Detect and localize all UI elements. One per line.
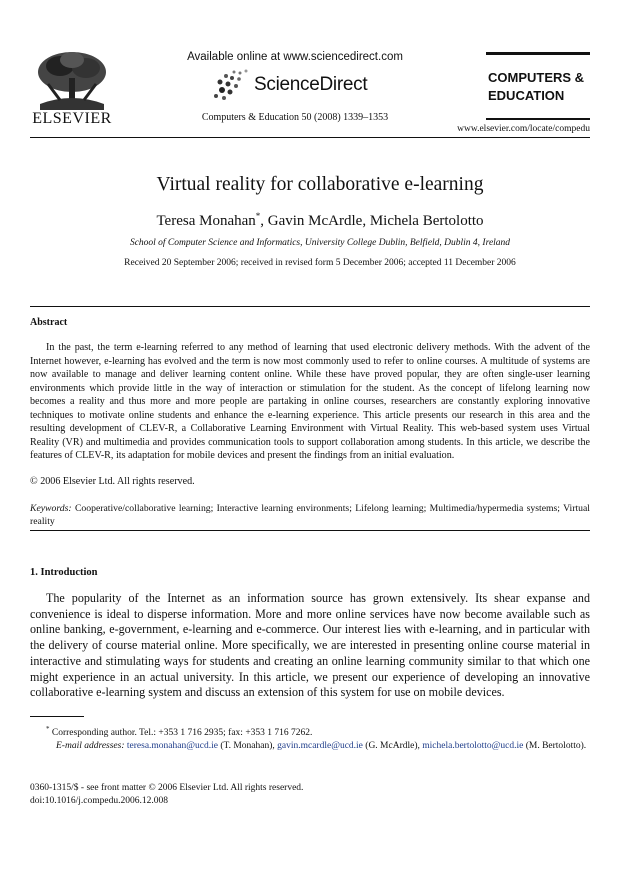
- abstract-bottom-rule: [30, 530, 590, 531]
- available-online-text: Available online at www.sciencedirect.com: [187, 51, 403, 63]
- journal-top-rule-thick: [486, 52, 590, 55]
- journal-url-link[interactable]: www.elsevier.com/locate/compedu: [457, 124, 590, 134]
- article-title: Virtual reality for collaborative e-learning: [156, 174, 484, 195]
- abstract-top-rule: [30, 306, 590, 307]
- keywords-list: Cooperative/collaborative learning; Interactive learning environments; Lifelong learning; Multimedia/hypermedia systems; Virtual reality: [30, 503, 590, 527]
- other-authors: , Gavin McArdle, Michela Bertolotto: [260, 213, 484, 229]
- abstract-body: [30, 341, 590, 463]
- footnote-rule: [30, 716, 84, 717]
- abstract-copyright: © 2006 Elsevier Ltd. All rights reserved.: [30, 476, 195, 487]
- introduction-body: [30, 591, 590, 701]
- issn-line: 0360-1315/$ - see front matter © 2006 Elsevier Ltd. All rights reserved.: [30, 783, 304, 793]
- affiliation: School of Computer Science and Informatics, University College Dublin, Belfield, Dublin 4, Ireland: [129, 238, 511, 248]
- sciencedirect-wordmark: ScienceDirect: [254, 74, 368, 95]
- email-link-monahan[interactable]: teresa.monahan@ucd.ie: [126, 741, 218, 751]
- received-dates: Received 20 September 2006; received in revised form 5 December 2006; accepted 11 December 2006: [124, 258, 516, 268]
- journal-reference: Computers & Education 50 (2008) 1339–1353: [201, 112, 389, 123]
- email-owner-mcardle: (G. McArdle),: [362, 741, 423, 751]
- journal-title-line-1: COMPUTERS &: [488, 70, 585, 85]
- email-label: E-mail addresses:: [56, 741, 125, 751]
- abstract-heading: Abstract: [30, 317, 68, 328]
- keywords: [30, 503, 590, 528]
- author-list: [30, 211, 610, 230]
- author-1-footnote-mark[interactable]: *: [255, 211, 261, 221]
- elsevier-tree-icon: [30, 48, 114, 110]
- email-owner-monahan: (T. Monahan),: [217, 741, 278, 751]
- email-owner-bertolotto: (M. Bertolotto).: [523, 741, 587, 751]
- introduction-text: The popularity of the Internet as an information source has grown extensively. Its shear expanse and convenience is ideal to disperse information. More and more online services have now become available such as online banking, e-government, e-learning and e-commerce. Our interest lies with e-learning, and in particular with the delivery of course material online. More specifically, we are interested in presenting online course material in interactive and stimulating ways for students and creating an online learning community similar to that which one might experience in an actual university. In this article, we present our experience of developing an innovative collaborative e-learning system and discuss an extension of this system for use on mobile devices.: [30, 591, 590, 700]
- elsevier-logo: [30, 48, 114, 128]
- sciencedirect-dots-icon: [212, 68, 256, 100]
- footnote-mark: *: [46, 725, 50, 733]
- header-divider: [30, 137, 590, 138]
- keywords-label: Keywords:: [30, 503, 72, 514]
- publisher-name: ELSEVIER: [32, 110, 112, 127]
- footnote-contact-text: Corresponding author. Tel.: +353 1 716 2935; fax: +353 1 716 7262.: [49, 728, 313, 739]
- journal-bottom-rule: [486, 118, 590, 120]
- doi-line: doi:10.1016/j.compedu.2006.12.008: [30, 796, 169, 806]
- author-1: Teresa Monahan: [156, 213, 256, 229]
- section-heading-introduction: 1. Introduction: [30, 567, 98, 578]
- journal-title-line-2: EDUCATION: [488, 88, 565, 103]
- email-link-mcardle[interactable]: gavin.mcardle@ucd.ie: [277, 741, 363, 751]
- email-link-bertolotto[interactable]: michela.bertolotto@ucd.ie: [422, 741, 524, 751]
- footnote-contact: [30, 725, 590, 738]
- abstract-text: In the past, the term e-learning referred to any method of learning that used electronic delivery methods. With the advent of the Internet however, e-learning has evolved and the term is now most commonly used to refer to online courses. A multitude of systems are now available to manage and deliver learning content online. While these have proved popular, they are often single-user learning environments which provide little in the way of interaction or stimulation for the student. As the concept of lifelong learning now becomes a reality and thus more and more people are partaking in online courses, researchers are constantly exploring innovative techniques to motivate online students and enhance the e-learning experience. This article presents our research in this area and the resulting development of CLEV-R, a Collaborative Learning Environment with Virtual Reality. This web-based system uses Virtual Reality (VR) and multimedia and provides communication tools to support collaboration among students. In this article, we describe the features of CLEV-R, its adaptation for mobile devices and present the findings from an initial evaluation.: [30, 342, 590, 462]
- footnote-emails: [30, 740, 590, 753]
- sciencedirect-logo: [212, 68, 382, 100]
